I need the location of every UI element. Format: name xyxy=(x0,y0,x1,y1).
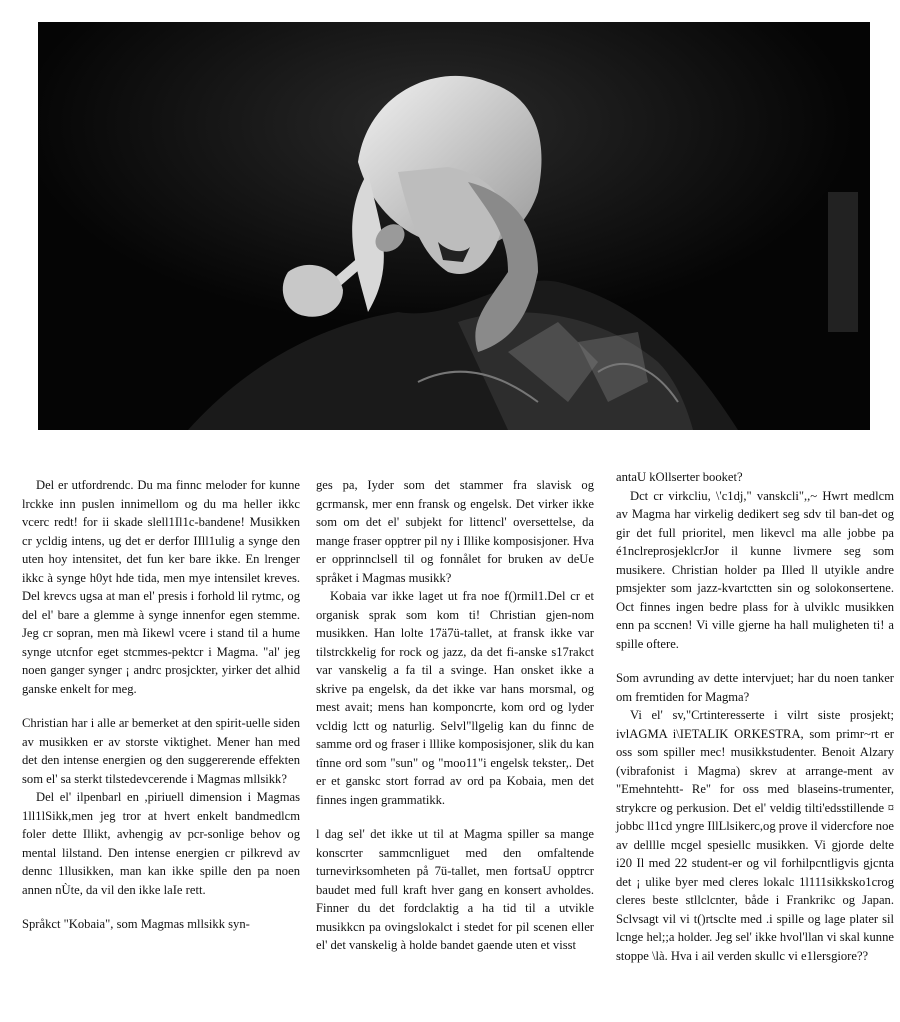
paragraph: antaU kOllserter booket? xyxy=(616,470,743,484)
article-column-1 xyxy=(22,476,300,934)
article-body xyxy=(0,470,900,1022)
article-column-2 xyxy=(316,476,594,955)
singer-photo xyxy=(38,22,870,430)
paragraph: ges pa, Iyder som det stammer fra slavisk og gcrmansk, mer enn fransk og engelsk. Det virker ikke som om det el' subjekt for littencl' oversettelse, da mange fraser opptrer pil ny i Illike komposisjoner. Hva er opprinnclsell til og fonnålet for bruken av deUe språket i Magmas musikk? xyxy=(316,478,594,585)
paragraph: Del er utfordrendc. Du ma finnc meloder for kunne lrckke inn puslen innimellom og du ma heller ikkc vcerc redt! for ii skade slell1Il1c-bandene! Musikken cr ycldig intens, ug det er derfor IIll1ulig a synge den uten hoy intensitet, det fun ker bare ikke. En lrenger ikkc à synge h0yt hde tida, men mye intensilet kreves. Del krevcs ugsa at man el' presis i forhold lil rytmc, og del el' bare a glemme à synge innenfor egen stemme. Jeg cr sopran, men mà Iikewl vcere i stand til a hume synge utcnfor eget stcmmes-pektcr i Magma. "al' jeg noen ganger synger ¡ andrc prosjckter, yirker det alhid ganske enkelt for meg. xyxy=(22,478,300,696)
question-paragraph: l dag sel' det ikke ut til at Magma spiller sa mange konscrter sammcnliguet med den omfaltende turnevirksomheten på 7ü-tallet, men fortsaU opptrcr baudet med full kraft hver gang en konsert avholdes. Finner du det fordclaktig a ha tid til a utvikle musikkcn pa ovingslokalct i stedet for pil scenen eller el' det vanskelig à holde bandet gaende uten et visst xyxy=(316,827,594,952)
article-column-3 xyxy=(616,468,894,965)
question-paragraph: Christian har i alle ar bemerket at den spirit-uelle siden av musikken er av storste viktighet. Mener han med det den intense energien og den suggererende effekten som el' sa sterkt tilstedevcerende i Magmas mllsikk? xyxy=(22,716,300,786)
paragraph: Dct cr virkcliu, \'c1dj," vanskcli",,~ Hwrt medlcm av Magma har virkelig dedikert seg sdv til ban-det og gir det full prioritel, men likevcl ma alle jobbe pa é1nclreprosjeklcrJor il kunne livmere seg som musikere. Christian holder pa Illed ll utyikle andre pmsjekter som jazz-kvartctten sin og solokonsertene. Oct finnes ingen bedre plass for à ulviklc musikken enn pa sccnen! Vi ville gjerne ha hall muligheten ti! a spille oftere. xyxy=(616,488,894,651)
paragraph: Kobaia var ikke laget ut fra noe f()rmil1.Del cr et organisk sprak som kom ti! Christian gjen-nom musikken. Han lolte 17ä7ü-tallet, at fransk ikke var tilstrckkelig for rock og jazz, da det fi-anske s17rakct var vanskelig a fa til a svinge. Han onsket ikke a skrive pa engelsk, da det ikke var hans morsmal, og mest avait; mens han komponcrte, kom ord og lyder vcldig lctt og naturlig. Selvl"llgelig kan du finnc de samme ord og fraser i lllike komposisjoner, slik du kan tînne ord som "sun" og "moo11"i engelsk tekster,. Det er et ganskc stort forrad av ord pa Kobaia, men det finnes ingen grammatikk. xyxy=(316,589,594,807)
paragraph: Del el' ilpenbarl en ,piriuell dimension i Magmas 1ll1lSikk,men jeg tror at hvert enkelt bandmedlcm foler dette Illikt, avhengig av pcr-sonlige behov og mental lilstand. Den intense energien cr pilkrevd av dennc 1llusikken, man kan ikke spille den pa noen annen nÙte, da vil den ikke laIe rett. xyxy=(22,790,300,897)
paragraph: Vi el' sv,"Crtinteresserte i vilrt siste prosjekt; ivlAGMA i\IETALIK ORKESTRA, som primr~rt er oss som spiller mec! musikkstudenter. Benoit Alzary (vibrafonist i Magma) skrev at arrange-ment av "Emehntehtt- Re" for oss med blaseins-trumenter, strykcre og perkusion. Det el' veldig tilti'edsstillende ¤ jobbc ll1cd yngre IllLlsikerc,og prove il vidercfore noe av delllle mcgel spesiellc musikken. Vi gjorde delte i20 Il med 22 student-er og vil forhilpcntligvis gjcnta det ¡ ulike byer med cleres lokalc 1l111sikksko1crog cleres beste stllclcnter, både i Frankrikc og Japan. Sclvsagt vil vi t()rtsclte med .i spille og lage plater sil lcnge hel;;a holder. Jeg sel' ikke hvol'llan vi skal kunne stoppe \là. Hva i ail verden skullc vi e1lersgiore?? xyxy=(616,708,894,963)
singer-illustration xyxy=(38,22,870,430)
question-paragraph: Som avrunding av dette intervjuet; har du noen tanker om fremtiden for Magma? xyxy=(616,671,894,704)
question-paragraph: Språkct "Kobaia", som Magmas mllsikk syn- xyxy=(22,917,250,931)
